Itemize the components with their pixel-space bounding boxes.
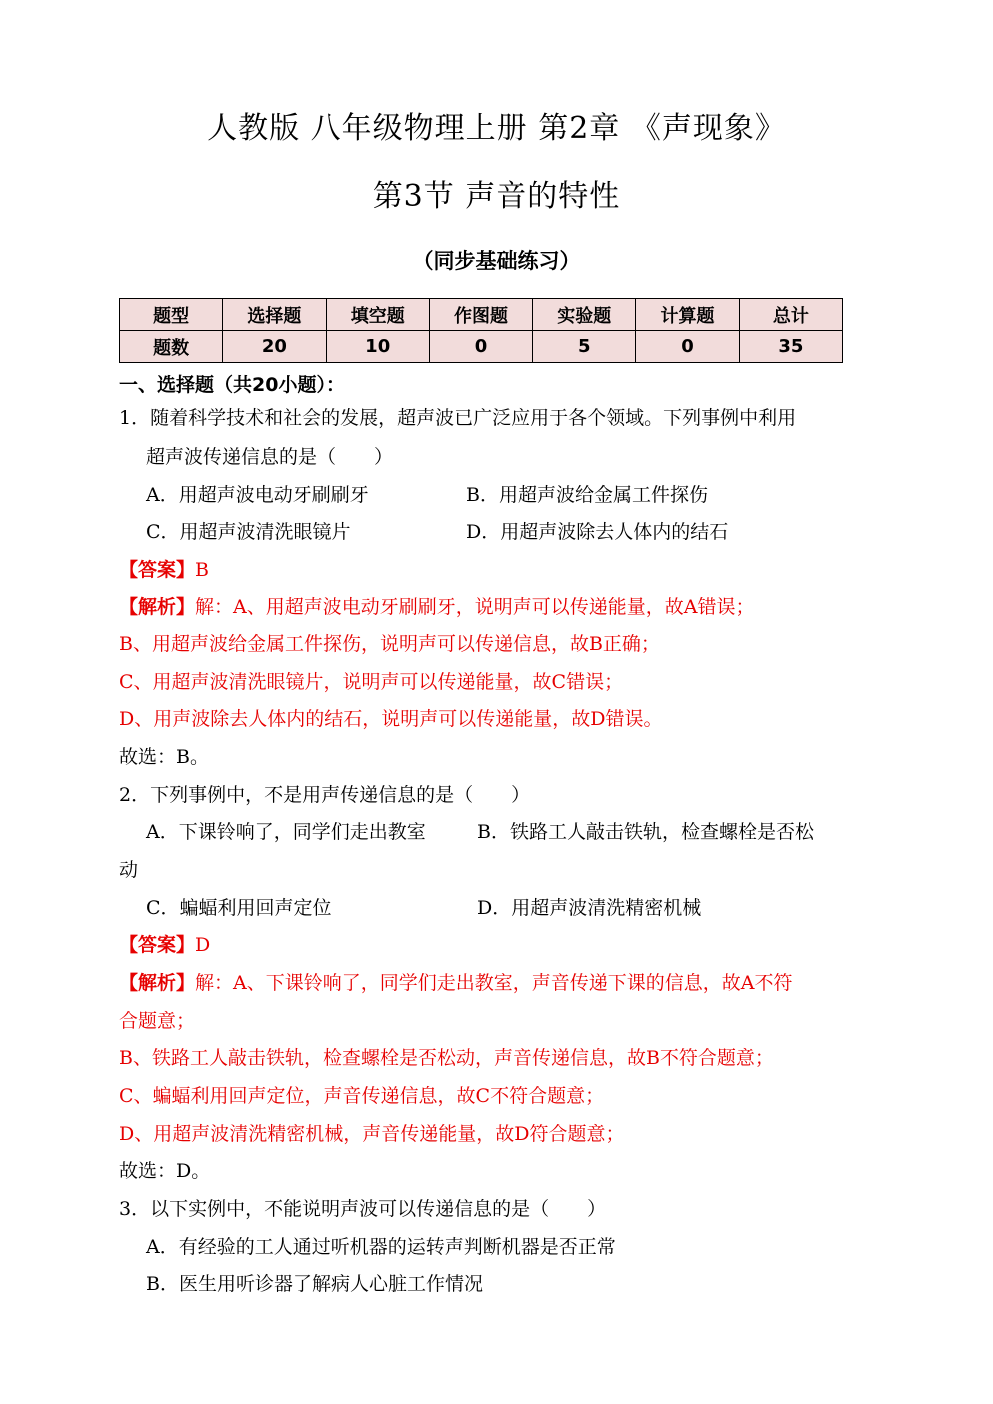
q2-analysis-line1 <box>119 971 792 995</box>
count-cell: 5 <box>533 331 636 363</box>
answer-value: B <box>195 559 209 581</box>
q2-option-d: D．用超声波清洗精密机械 <box>477 897 702 919</box>
q1-analysis-line3: C、用超声波清洗眼镜片，说明声可以传递能量，故C错误； <box>119 671 624 693</box>
question-type-row <box>120 299 843 331</box>
column-header: 选择题 <box>223 299 326 331</box>
column-header: 计算题 <box>636 299 739 331</box>
q2-answer <box>119 933 210 957</box>
q1-analysis-line1 <box>119 595 754 619</box>
q2-stem: 2．下列事例中，不是用声传递信息的是（ ） <box>119 784 531 806</box>
q1-option-a: A．用超声波电动牙刷刷牙 <box>146 484 369 506</box>
analysis-tag: 【解析】 <box>119 972 196 994</box>
exercise-subtitle: （同步基础练习） <box>412 248 581 273</box>
row-label-type: 题型 <box>120 299 223 331</box>
answer-tag: 【答案】 <box>119 559 196 581</box>
count-cell: 35 <box>739 331 842 363</box>
count-cell: 10 <box>326 331 429 363</box>
q2-analysis-line3: C、蝙蝠利用回声定位，声音传递信息，故C不符合题意； <box>119 1085 605 1107</box>
answer-tag: 【答案】 <box>119 934 196 956</box>
count-cell: 20 <box>223 331 326 363</box>
q1-option-d: D．用超声波除去人体内的结石 <box>466 521 729 543</box>
column-header: 总计 <box>739 299 842 331</box>
q3-stem: 3．以下实例中，不能说明声波可以传递信息的是（ ） <box>119 1198 607 1220</box>
count-cell: 0 <box>429 331 532 363</box>
section-title: 第3节 声音的特性 <box>372 179 621 214</box>
q2-option-b: B．铁路工人敲击铁轨，检查螺栓是否松 <box>477 821 814 843</box>
q1-analysis-line2: B、用超声波给金属工件探伤，说明声可以传递信息，故B正确； <box>119 633 660 655</box>
q2-analysis-line4: D、用超声波清洗精密机械，声音传递能量，故D符合题意； <box>119 1123 625 1145</box>
column-header: 填空题 <box>326 299 429 331</box>
q1-stem-line1: 1．随着科学技术和社会的发展，超声波已广泛应用于各个领域。下列事例中利用 <box>119 407 797 429</box>
q2-option-b-continued: 动 <box>119 859 139 881</box>
answer-value: D <box>195 934 211 956</box>
q1-option-b: B．用超声波给金属工件探伤 <box>466 484 708 506</box>
analysis-tag: 【解析】 <box>119 596 196 618</box>
q1-choice: 故选：B。 <box>119 746 209 768</box>
q1-stem-line2: 超声波传递信息的是（ ） <box>146 446 394 468</box>
q2-option-a: A．下课铃响了，同学们走出教室 <box>146 821 426 843</box>
count-cell: 0 <box>636 331 739 363</box>
column-header: 实验题 <box>533 299 636 331</box>
q2-analysis-line2: B、铁路工人敲击铁轨，检查螺栓是否松动，声音传递信息，故B不符合题意； <box>119 1047 774 1069</box>
question-stats-table <box>119 298 843 363</box>
analysis-text: 解：A、用超声波电动牙刷刷牙，说明声可以传递能量，故A错误； <box>195 596 755 618</box>
question-count-row <box>120 331 843 363</box>
document-title: 人教版 八年级物理上册 第2章 《声现象》 <box>207 111 786 146</box>
q3-option-a: A．有经验的工人通过听机器的运转声判断机器是否正常 <box>146 1236 616 1258</box>
column-header: 作图题 <box>429 299 532 331</box>
q1-answer <box>119 558 209 582</box>
q1-option-c: C．用超声波清洗眼镜片 <box>146 521 351 543</box>
q1-analysis-line4: D、用声波除去人体内的结石，说明声可以传递能量，故D错误。 <box>119 708 663 730</box>
row-label-count: 题数 <box>120 331 223 363</box>
analysis-text: 解：A、下课铃响了，同学们走出教室，声音传递下课的信息，故A不符 <box>195 972 793 994</box>
q2-option-c: C．蝙蝠利用回声定位 <box>146 897 332 919</box>
q3-option-b: B．医生用听诊器了解病人心脏工作情况 <box>146 1273 483 1295</box>
q2-choice: 故选：D。 <box>119 1160 211 1182</box>
section-heading: 一、选择题（共20小题）： <box>119 374 345 396</box>
q2-analysis-line1-continued: 合题意； <box>119 1010 196 1032</box>
